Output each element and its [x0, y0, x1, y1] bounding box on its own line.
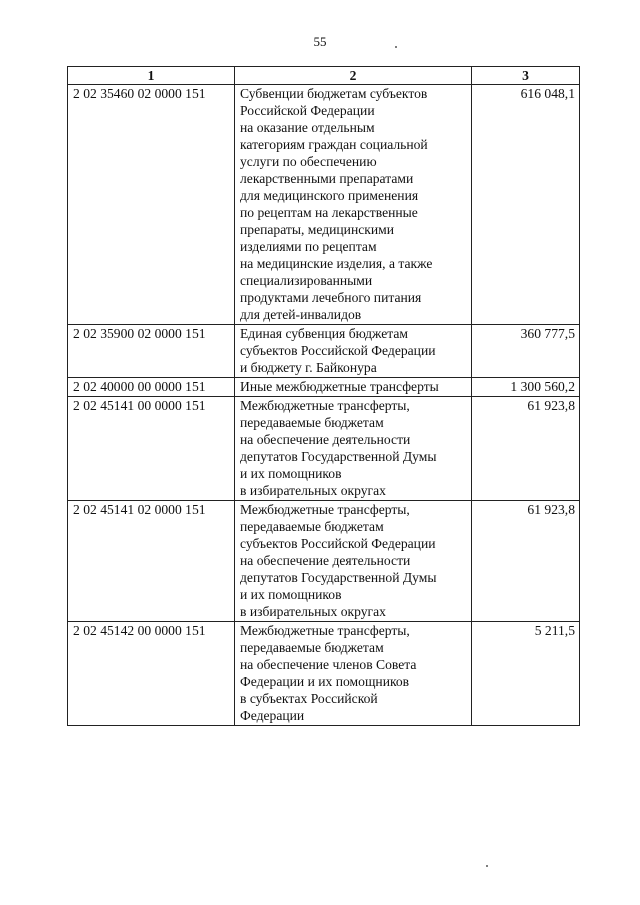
budget-description: Межбюджетные трансферты, передаваемые бюджетам субъектов Российской Федерации на обеспечение деятельности депутатов Государственной Думы и их помощников в избирательных округах [235, 501, 472, 622]
scan-speck [486, 865, 488, 867]
table-row [68, 397, 580, 501]
budget-code: 2 02 45142 00 0000 151 [68, 622, 235, 726]
budget-code: 2 02 35900 02 0000 151 [68, 325, 235, 378]
budget-description: Межбюджетные трансферты, передаваемые бюджетам на обеспечение деятельности депутатов Государственной Думы и их помощников в избирательных округах [235, 397, 472, 501]
table-row [68, 325, 580, 378]
scan-speck [395, 46, 397, 48]
budget-code: 2 02 40000 00 0000 151 [68, 378, 235, 397]
column-header-amount: 3 [472, 67, 580, 85]
budget-amount: 360 777,5 [472, 325, 580, 378]
table-header-row [68, 67, 580, 85]
budget-table [67, 66, 580, 726]
budget-amount: 5 211,5 [472, 622, 580, 726]
budget-description: Иные межбюджетные трансферты [235, 378, 472, 397]
budget-description: Субвенции бюджетам субъектов Российской Федерации на оказание отдельным категориям граждан социальной услуги по обеспечению лекарственными препаратами для медицинского применения по рецептам на лекарственные препараты, медицинскими изделиями по рецептам на медицинские изделия, а также специализированными продуктами лечебного питания для детей-инвалидов [235, 85, 472, 325]
budget-amount: 61 923,8 [472, 397, 580, 501]
budget-code: 2 02 45141 02 0000 151 [68, 501, 235, 622]
budget-amount: 616 048,1 [472, 85, 580, 325]
page-number: 55 [313, 34, 327, 49]
budget-code: 2 02 45141 00 0000 151 [68, 397, 235, 501]
table-row [68, 378, 580, 397]
column-header-code: 1 [68, 67, 235, 85]
budget-description: Единая субвенция бюджетам субъектов Российской Федерации и бюджету г. Байконура [235, 325, 472, 378]
budget-description: Межбюджетные трансферты, передаваемые бюджетам на обеспечение членов Совета Федерации и их помощников в субъектах Российской Федерации [235, 622, 472, 726]
budget-amount: 61 923,8 [472, 501, 580, 622]
table-row [68, 85, 580, 325]
table-row [68, 622, 580, 726]
table-row [68, 501, 580, 622]
budget-code: 2 02 35460 02 0000 151 [68, 85, 235, 325]
budget-amount: 1 300 560,2 [472, 378, 580, 397]
column-header-description: 2 [235, 67, 472, 85]
